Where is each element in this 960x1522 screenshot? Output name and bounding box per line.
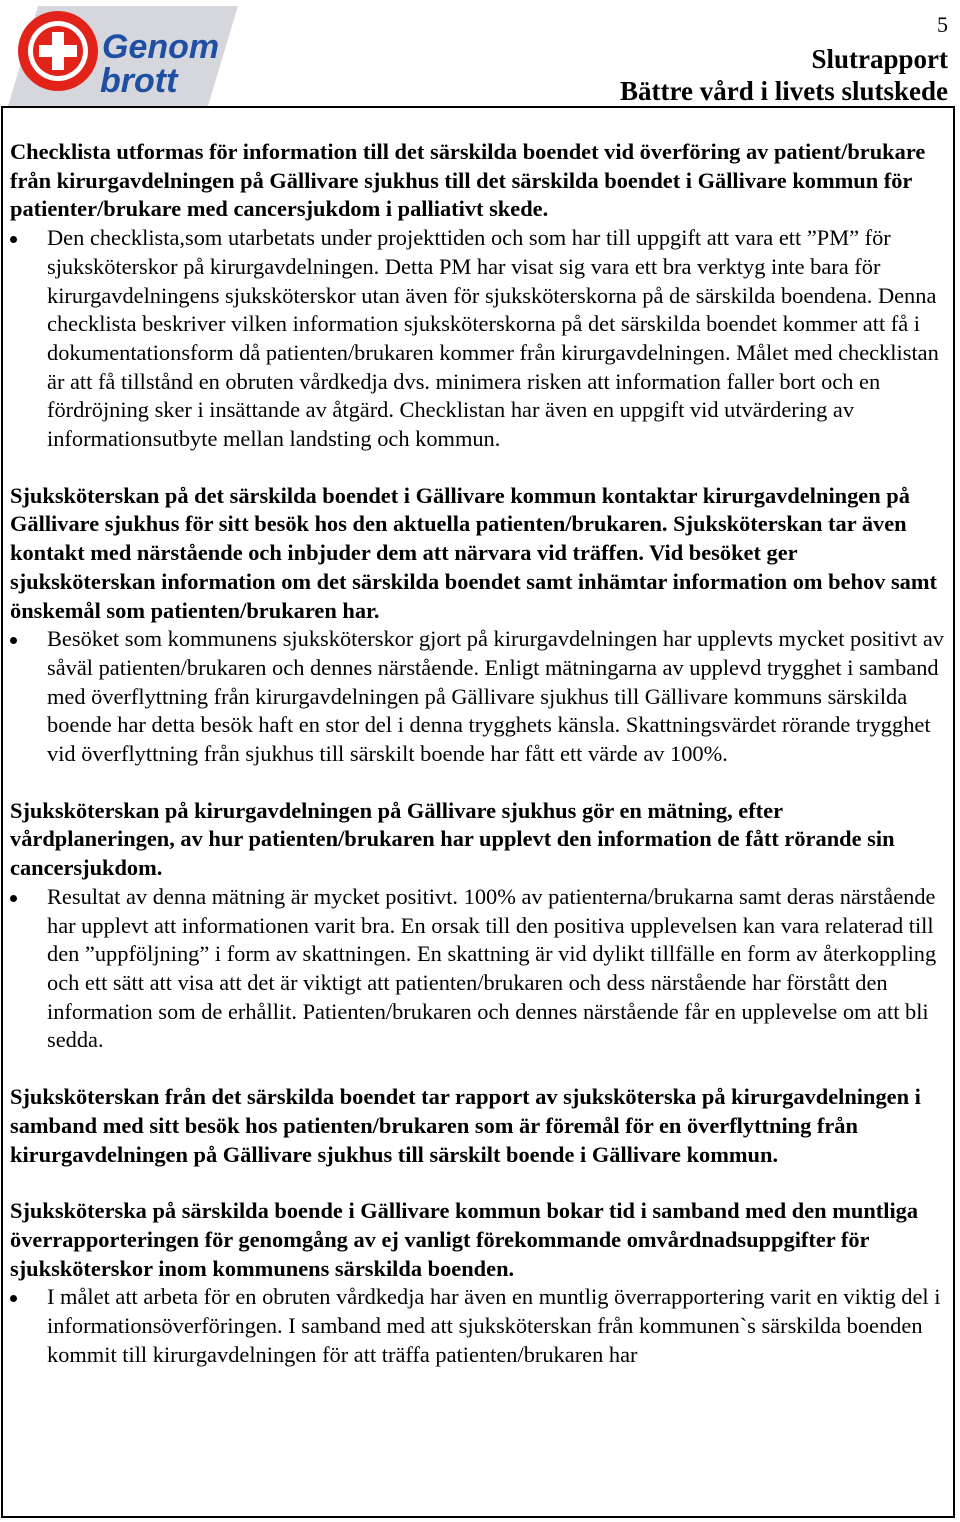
logo-text-line2: brott — [100, 62, 178, 100]
bullet-list — [10, 1283, 947, 1369]
section-kontakt — [10, 482, 947, 769]
document-subtitle: Bättre vård i livets slutskede — [620, 76, 948, 106]
section-heading: Sjuksköterskan på kirurgavdelningen på Gällivare sjukhus gör en mätning, efter vårdplaneringen, av hur patienten/brukaren har upplevt den information de fått rörande sin cancersjukdom. — [10, 797, 895, 881]
section-checklista — [10, 138, 947, 454]
content-frame — [1, 106, 955, 1518]
bullet-item — [10, 1283, 947, 1369]
bullet-item — [10, 625, 947, 769]
page-header — [0, 0, 960, 108]
bullet-text: Den checklista,som utarbetats under projekttiden och som har till uppgift att vara ett ”PM” för sjuksköterskor på kirurgavdelningen. Detta PM har visat sig vara ett bra verktyg inte bara för kirurgavdelningens sjuksköterskor utan även för sjuksköterskorna på de särskilda boendena. Denna checklista beskriver vilken information sjuksköterskorna på det särskilda boendet kommer att få i dokumentationsform då patienten/brukaren kommer från kirurgavdelningen. Målet med checklistan är att få tillstånd en obruten vårdkedja dvs. minimera risken att information faller bort och en fördröjning sker i insättande av åtgärd. Checklistan har även en uppgift vid utvärdering av informationsutbyte mellan landsting och kommun. — [47, 225, 939, 452]
bullet-list — [10, 224, 947, 454]
bullet-text: Besöket som kommunens sjuksköterskor gjort på kirurgavdelningen har upplevts mycket positivt av såväl patienten/brukaren och dennes närstående. Enligt mätningarna av upplevd trygghet i samband med överflyttning från kirurgavdelningen på Gällivare sjukhus till Gällivare kommuns särskilda boende har detta besök haft en stor del i denna trygghets känsla. Skattningsvärdet rörande trygghet vid överflyttning från sjukhus till särskilt boende har fått ett värde av 100%. — [47, 626, 944, 767]
bullet-text: I målet att arbeta för en obruten vårdkedja har även en muntlig överrapportering varit en viktig del i informationsöverföringen. I samband med att sjuksköterskan från kommunen`s särskilda boenden kommit till kirurgavdelningen för att träffa patienten/brukaren har — [47, 1284, 941, 1367]
section-heading: Sjuksköterska på särskilda boende i Gällivare kommun bokar tid i samband med den muntliga överrapporteringen för genomgång av ej vanligt förekommande omvårdnadsuppgifter för sjuksköterskor inom kommunens särskilda boenden. — [10, 1198, 919, 1281]
bullet-dot-icon — [10, 895, 17, 902]
bullet-text: Resultat av denna mätning är mycket positivt. 100% av patienterna/brukarna samt deras närstående har upplevt att informationen varit bra. En orsak till den positiva upplevelsen kan vara relaterad till den ”uppföljning” i form av skattningen. En skattning är vid dylikt tillfälle en form av återkoppling och ett sätt att visa att det är viktigt att patienten/brukaren och dess närstående har förstått den information som de erhållit. Patienten/brukaren och dennes närstående får en upplevelse om att bli sedda. — [47, 883, 937, 1053]
section-heading: Checklista utformas för information till det särskilda boendet vid överföring av patient/brukare från kirurgavdelningen på Gällivare sjukhus till det särskilda boendet i Gällivare kommun för patienter/brukare med cancersjukdom i palliativt skede. — [10, 139, 926, 222]
genombrott-logo — [8, 6, 238, 106]
section-rapport — [10, 1083, 947, 1169]
bullet-list — [10, 883, 947, 1055]
section-heading: Sjuksköterskan på det särskilda boendet i Gällivare kommun kontaktar kirurgavdelningen på Gällivare sjukhus för sitt besök hos den aktuella patienten/brukaren. Sjuksköterskan tar även kontakt med närstående och inbjuder dem att närvara vid träffen. Vid besöket ger sjuksköterskan information om det särskilda boendet samt inhämtar information om behov samt önskemål som patienten/brukaren har. — [10, 482, 937, 623]
logo-text-line1: Genom — [102, 28, 220, 66]
section-heading: Sjuksköterskan från det särskilda boendet tar rapport av sjuksköterska på kirurgavdelningen i samband med sitt besök hos patienten/brukaren som är föremål för en överflyttning från kirurgavdelningen på Gällivare sjukhus till särskilt boende i Gällivare kommun. — [10, 1084, 921, 1167]
bullet-dot-icon — [10, 1295, 17, 1302]
bullet-item — [10, 224, 947, 454]
bullet-dot-icon — [10, 637, 17, 644]
bullet-dot-icon — [10, 236, 17, 243]
section-matning — [10, 797, 947, 1055]
bullet-item — [10, 883, 947, 1055]
section-bokning — [10, 1197, 947, 1369]
document-title: Slutrapport — [811, 44, 948, 74]
page-number: 5 — [937, 12, 948, 37]
bullet-list — [10, 625, 947, 769]
